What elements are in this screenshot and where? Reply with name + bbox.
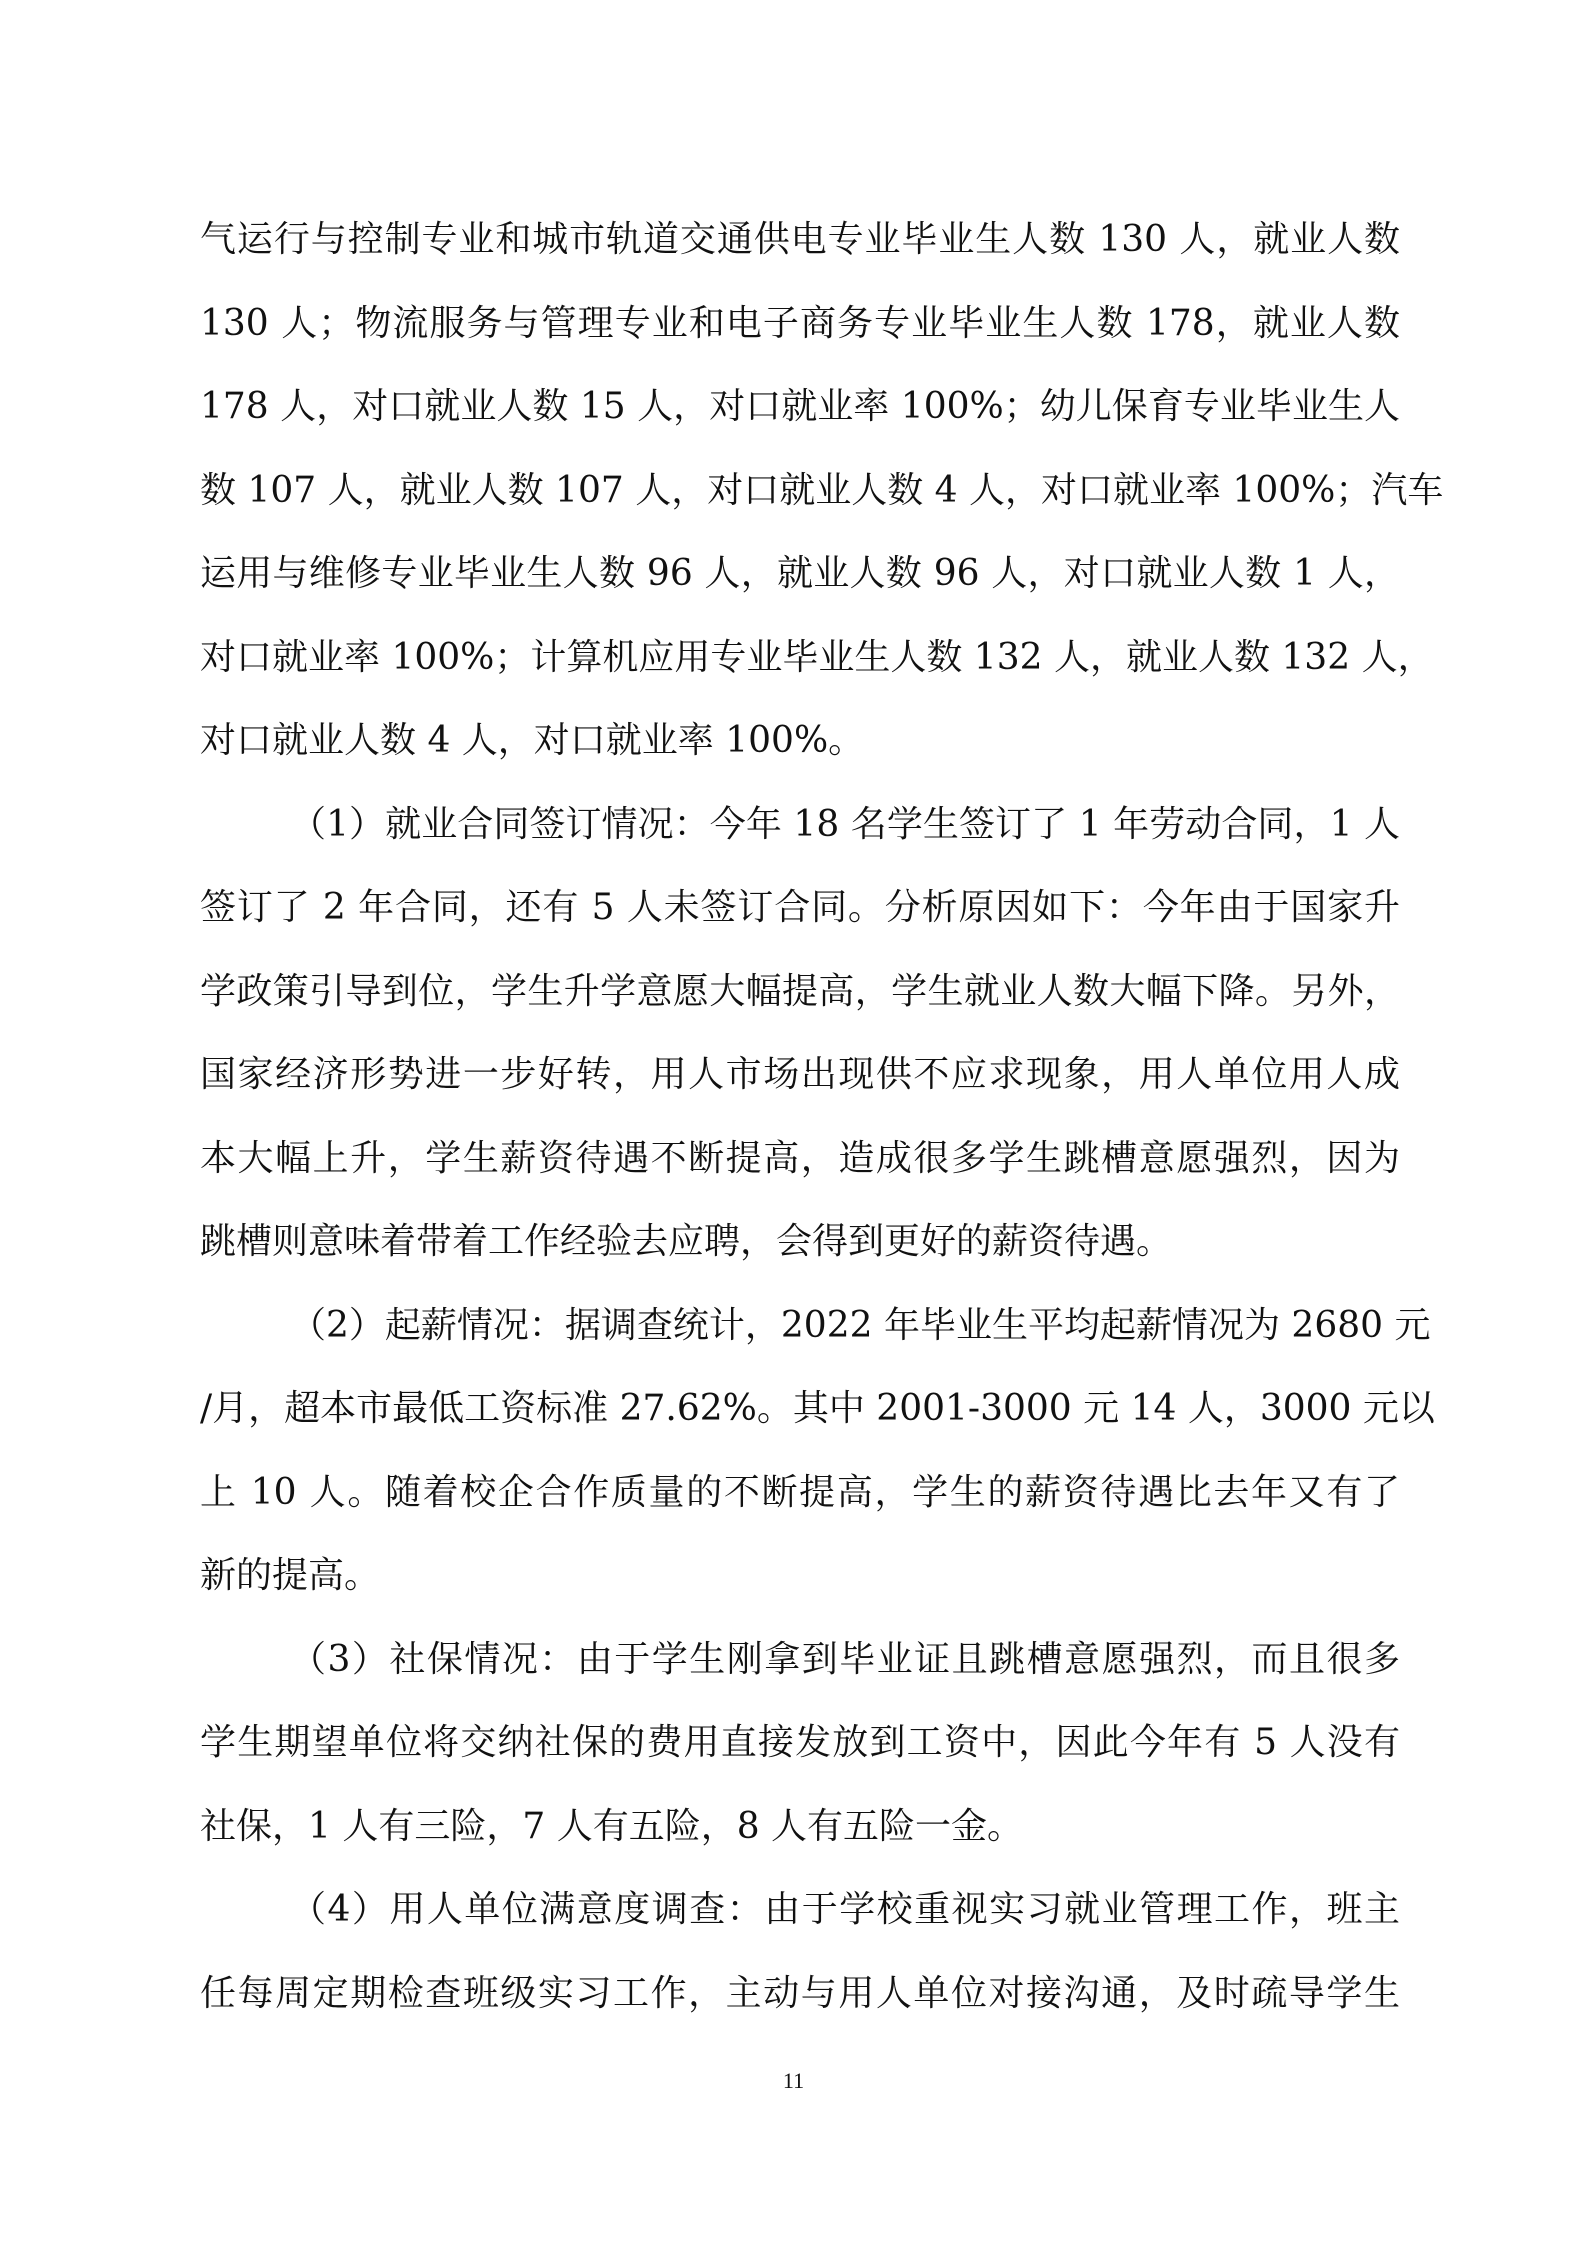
text-line: 130 人；物流服务与管理专业和电子商务专业毕业生人数 178，就业人数	[200, 302, 1400, 344]
text-line: （3）社保情况：由于学生刚拿到毕业证且跳槽意愿强烈，而且很多	[290, 1638, 1400, 1680]
text-line: 任每周定期检查班级实习工作，主动与用人单位对接沟通，及时疏导学生	[200, 1972, 1400, 2014]
employer-satisfaction-paragraph	[200, 1868, 1400, 2035]
text-line: （2）起薪情况：据调查统计，2022 年毕业生平均起薪情况为 2680 元	[290, 1304, 1431, 1346]
social-insurance-paragraph	[200, 1618, 1400, 1869]
text-line: 本大幅上升，学生薪资待遇不断提高，造成很多学生跳槽意愿强烈，因为	[200, 1137, 1400, 1179]
text-line: 运用与维修专业毕业生人数 96 人，就业人数 96 人，对口就业人数 1 人，	[200, 553, 1400, 594]
contract-signing-paragraph	[200, 783, 1400, 1284]
body-text	[200, 198, 1444, 2035]
text-line: （1）就业合同签订情况：今年 18 名学生签订了 1 年劳动合同，1 人	[290, 803, 1400, 845]
text-line: 学生期望单位将交纳社保的费用直接发放到工资中，因此今年有 5 人没有	[200, 1722, 1400, 1763]
text-line: 上 10 人。随着校企合作质量的不断提高，学生的薪资待遇比去年又有了	[200, 1471, 1400, 1513]
text-line: 跳槽则意味着带着工作经验去应聘，会得到更好的薪资待遇。	[200, 1221, 1173, 1262]
text-line: 数 107 人，就业人数 107 人，对口就业人数 4 人，对口就业率 100%；汽车	[200, 469, 1444, 511]
text-line: 新的提高。	[200, 1555, 381, 1596]
text-line: 对口就业人数 4 人，对口就业率 100%。	[200, 720, 865, 761]
text-line: /月，超本市最低工资标准 27.62%。其中 2001-3000 元 14 人，3000 元以	[200, 1388, 1435, 1429]
text-line: 签订了 2 年合同，还有 5 人未签订合同。分析原因如下：今年由于国家升	[200, 887, 1400, 928]
text-line: （4）用人单位满意度调查：由于学校重视实习就业管理工作，班主	[290, 1889, 1400, 1930]
text-line: 气运行与控制专业和城市轨道交通供电专业毕业生人数 130 人，就业人数	[200, 219, 1400, 260]
text-line: 社保，1 人有三险，7 人有五险，8 人有五险一金。	[200, 1805, 1024, 1847]
page-number: 11	[782, 2068, 805, 2093]
employment-summary-paragraph	[200, 198, 1444, 783]
starting-salary-paragraph	[200, 1284, 1435, 1618]
text-line: 国家经济形势进一步好转，用人市场出现供不应求现象，用人单位用人成	[200, 1054, 1400, 1095]
text-line: 对口就业率 100%；计算机应用专业毕业生人数 132 人，就业人数 132 人，	[200, 636, 1434, 678]
text-line: 178 人，对口就业人数 15 人，对口就业率 100%；幼儿保育专业毕业生人	[200, 386, 1400, 427]
text-line: 学政策引导到位，学生升学意愿大幅提高，学生就业人数大幅下降。另外，	[200, 970, 1400, 1012]
